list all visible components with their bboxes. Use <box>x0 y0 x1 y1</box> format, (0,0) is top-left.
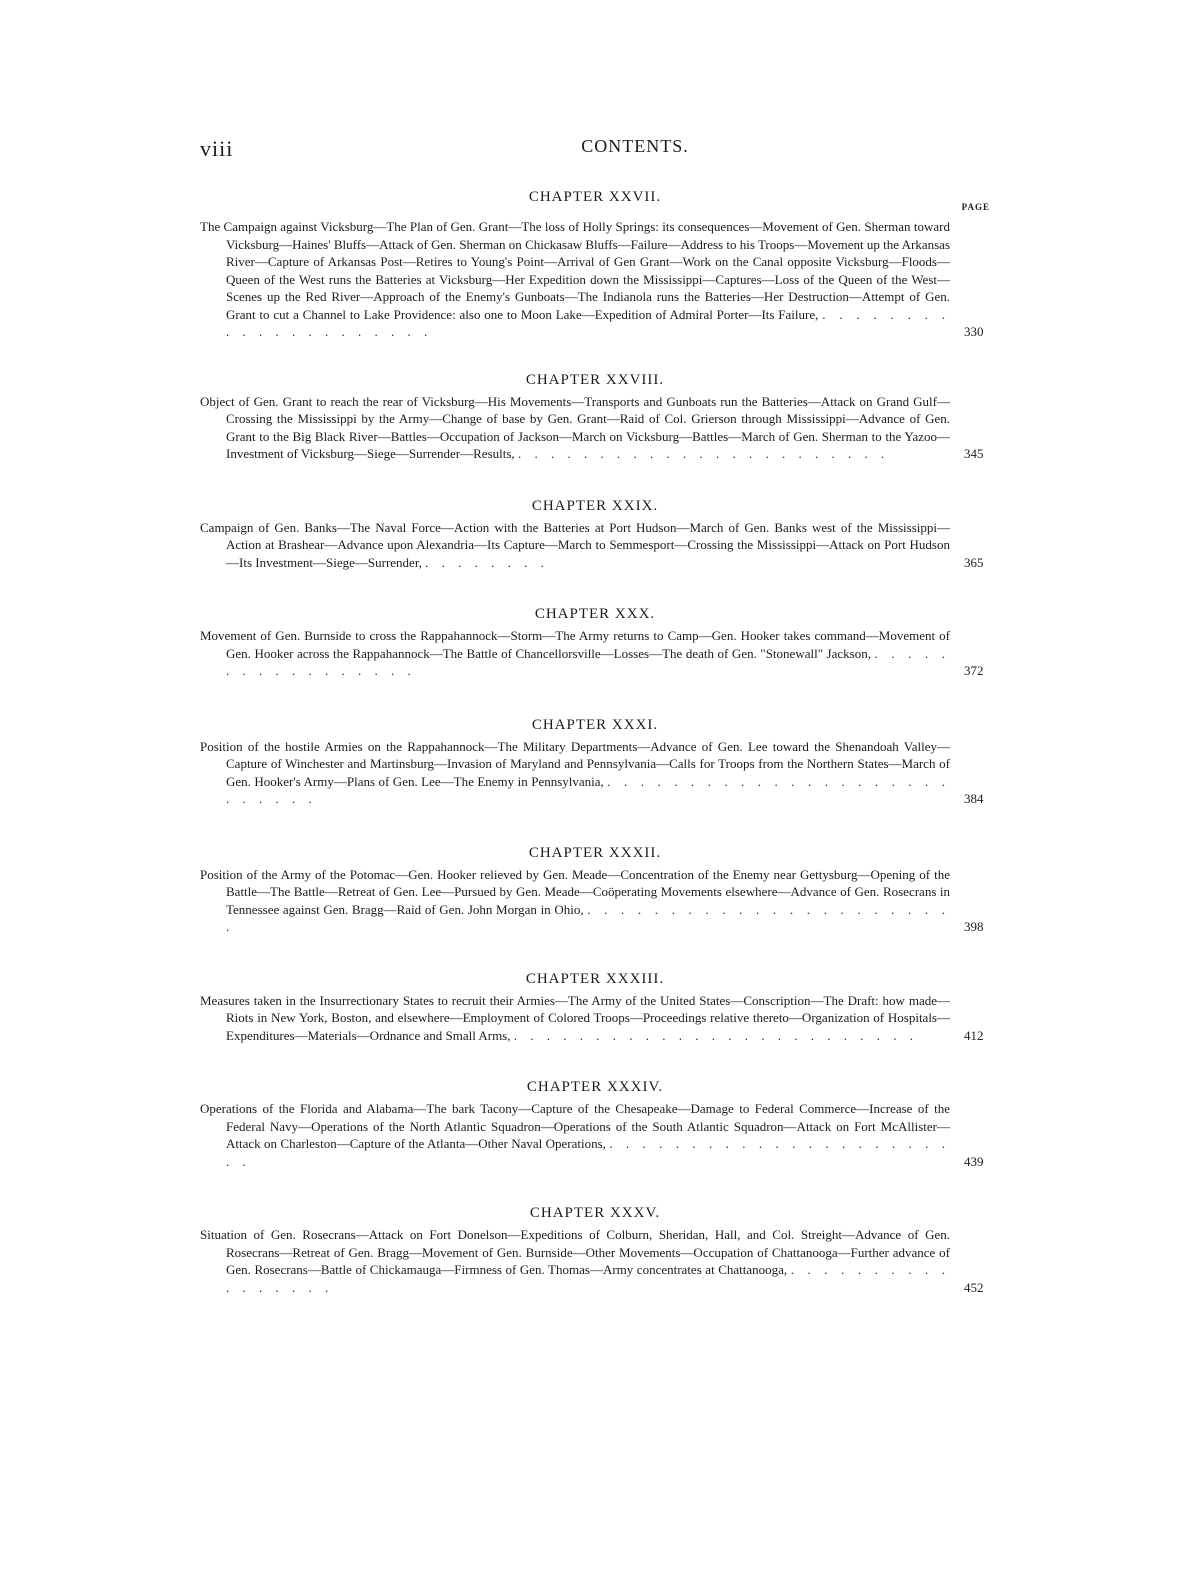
chapter-entry <box>200 1202 990 1296</box>
chapter-title: CHAPTER XXXIV. <box>526 1079 664 1095</box>
chapter-summary: Situation of Gen. Rosecrans—Attack on Fort Donelson—Expeditions of Colburn, Sheridan, Hall, and Col. Streight—Advance of Gen. Rosecrans—Retreat of Gen. Bragg—Movement of Gen. Burnside—Other Movements—Occupation of Chattanooga—Further advance of Gen. Rosecrans—Battle of Chickamauga—Firmness of Gen. Thomas—Army concentrates at Chattanooga, . . . . . . . . . . . . . . . . . 452 <box>200 1227 984 1295</box>
dot-leaders: . . . . . . . . <box>425 554 549 570</box>
chapter-entry <box>200 603 990 680</box>
page-column-label: PAGE <box>961 202 990 212</box>
chapter-summary-text: Movement of Gen. Burnside to cross the Rappahannock—Storm—The Army returns to Camp—Gen. Hooker takes command—Movement of Gen. Hooker across the Rappahannock—The Battle of Chancellorsville—Losses—The death of Gen. "Stonewall" Jackson, <box>200 628 950 661</box>
chapter-entry <box>200 1076 990 1170</box>
chapter-summary-text: Object of Gen. Grant to reach the rear of Vicksburg—His Movements—Transports and Gunboats run the Batteries—Attack on Grand Gulf—Crossing the Mississippi by the Army—Change of base by Gen. Grant—Raid of Col. Grierson through Mississippi—Advance of Gen. Grant to the Big Black River—Battles—Occupation of Jackson—March on Vicksburg—Battles—March of Gen. Sherman to the Yazoo—Investment of Vicksburg—Siege—Surrender—Results, <box>200 393 950 461</box>
chapter-summary: Campaign of Gen. Banks—The Naval Force—Action with the Batteries at Port Hudson—March of Gen. Banks west of the Mississippi—Action at Brashear—Advance upon Alexandria—Its Capture—March to Semmesport—Crossing the Mississippi—Attack on Port Hudson—Its Investment—Siege—Surrender, . . . . . . . . 365 <box>200 519 984 570</box>
chapter-summary-text: Position of the hostile Armies on the Rappahannock—The Military Departments—Advance of Gen. Lee toward the Shenandoah Valley—Capture of Winchester and Martinsburg—Invasion of Maryland and Pennsylvania—Calls for Troops from the Northern States—March of Gen. Hooker's Army—Plans of Gen. Lee—The Enemy in Pennsylvania, <box>200 738 950 789</box>
chapter-title: CHAPTER XXVIII. <box>525 371 665 388</box>
dot-leaders: . . . . . . . . . . . . . . . . . . . . . . . . . . . <box>226 773 951 806</box>
chapter-entry <box>200 714 990 808</box>
chapter-entry <box>200 186 990 341</box>
chapter-summary-text: The Campaign against Vicksburg—The Plan of Gen. Grant—The loss of Holly Springs: its consequences—Movement of Gen. Sherman toward Vicksburg—Haines' Bluffs—Attack of Gen. Sherman on Chickasaw Bluffs—Failure—Address to his Troops—Movement up the Arkansas River—Capture of Arkansas Post—Retires to Young's Point—Arrival of Gen Grant—Work on the Canal opposite Vicksburg—Floods—Queen of the West runs the Batteries at Vicksburg—Her Expedition down the Mississippi—Captures—Loss of the Queen of the West—Scenes up the Red River—Approach of the Enemy's Gunboats—The Indianola runs the Batteries—Her Destruction—Attempt of Gen. Grant to cut a Channel to Lake Providence: also one to Moon Lake—Expedition of Admiral Porter—Its Failure, <box>200 219 950 322</box>
chapter-title: CHAPTER XXVII. <box>528 189 662 205</box>
chapter-summary: Operations of the Florida and Alabama—The bark Tacony—Capture of the Chesapeake—Damage to Federal Commerce—Increase of the Federal Navy—Operations of the North Atlantic Squadron—Operations of the South Atlantic Squadron—Attack on Fort McAllister—Attack on Charleston—Capture of the Atlanta—Other Naval Operations, . . . . . . . . . . . . . . . . . . . . . . . 439 <box>200 1101 984 1169</box>
dot-leaders: . . . . . . . . . . . . . . . . . <box>226 645 951 678</box>
running-head <box>200 136 990 166</box>
chapter-summary-text: Campaign of Gen. Banks—The Naval Force—Action with the Batteries at Port Hudson—March of Gen. Banks west of the Mississippi—Action at Brashear—Advance upon Alexandria—Its Capture—March to Semmesport—Crossing the Mississippi—Attack on Port Hudson—Its Investment—Siege—Surrender, <box>200 519 950 570</box>
chapter-summary-text: Situation of Gen. Rosecrans—Attack on Fort Donelson—Expeditions of Colburn, Sheridan, Hall, and Col. Streight—Advance of Gen. Rosecrans—Retreat of Gen. Bragg—Movement of Gen. Burnside—Other Movements—Occupation of Chattanooga—Further advance of Gen. Rosecrans—Battle of Chickamauga—Firmness of Gen. Thomas—Army concentrates at Chattanooga, <box>200 1227 950 1277</box>
chapter-summary-text: Operations of the Florida and Alabama—The bark Tacony—Capture of the Chesapeake—Damage to Federal Commerce—Increase of the Federal Navy—Operations of the North Atlantic Squadron—Operations of the South Atlantic Squadron—Attack on Fort McAllister—Attack on Charleston—Capture of the Atlanta—Other Naval Operations, <box>200 1101 950 1151</box>
dot-leaders: . . . . . . . . . . . . . . . . . . . . . <box>226 306 951 339</box>
chapter-entry <box>200 842 990 936</box>
dot-leaders: . . . . . . . . . . . . . . . . . . . . . . . <box>226 901 951 934</box>
chapter-title: CHAPTER XXXIII. <box>525 970 665 987</box>
chapter-title: CHAPTER XXX. <box>534 606 656 622</box>
page-number: viii <box>200 136 234 161</box>
dot-leaders: . . . . . . . . . . . . . . . . . <box>226 1262 951 1295</box>
dot-leaders: . . . . . . . . . . . . . . . . . . . . . . . <box>517 446 890 461</box>
chapter-summary: Position of the hostile Armies on the Rappahannock—The Military Departments—Advance of Gen. Lee toward the Shenandoah Valley—Capture of Winchester and Martinsburg—Invasion of Maryland and Pennsylvania—Calls for Troops from the Northern States—March of Gen. Hooker's Army—Plans of Gen. Lee—The Enemy in Pennsylvania, . . . . . . . . . . . . . . . . . . . . . . . . . . . 384 <box>200 738 984 806</box>
chapter-entry <box>200 495 990 572</box>
chapter-summary: Position of the Army of the Potomac—Gen. Hooker relieved by Gen. Meade—Concentration of the Enemy near Gettysburg—Opening of the Battle—The Battle—Retreat of Gen. Lee—Pursued by Gen. Meade—Coöperating Movements elsewhere—Advance of Gen. Rosecrans in Tennessee against Gen. Bragg—Raid of Gen. John Morgan in Ohio, . . . . . . . . . . . . . . . . . . . . . . . 398 <box>200 866 984 934</box>
chapter-summary: Object of Gen. Grant to reach the rear of Vicksburg—His Movements—Transports and Gunboats run the Batteries—Attack on Grand Gulf—Crossing the Mississippi by the Army—Change of base by Gen. Grant—Raid of Col. Grierson through Mississippi—Advance of Gen. Grant to the Big Black River—Battles—Occupation of Jackson—March on Vicksburg—Battles—March of Gen. Sherman to the Yazoo—Investment of Vicksburg—Siege—Surrender—Results, . . . . . . . . . . . . . . . . . . . . . . . 345 <box>200 393 984 461</box>
chapter-summary: Movement of Gen. Burnside to cross the Rappahannock—Storm—The Army returns to Camp—Gen. Hooker takes command—Movement of Gen. Hooker across the Rappahannock—The Battle of Chancellorsville—Losses—The death of Gen. "Stonewall" Jackson, . . . . . . . . . . . . . . . . . 372 <box>200 628 984 678</box>
page-title: CONTENTS. <box>581 136 689 156</box>
chapter-summary: Measures taken in the Insurrectionary States to recruit their Armies—The Army of the United States—Conscription—The Draft: how made—Riots in New York, Boston, and elsewhere—Employment of Colored Troops—Proceedings relative thereto—Organization of Hospitals—Expenditures—Materials—Ordnance and Small Arms, . . . . . . . . . . . . . . . . . . . . . . . . . 412 <box>200 992 984 1043</box>
chapter-summary: The Campaign against Vicksburg—The Plan of Gen. Grant—The loss of Holly Springs: its consequences—Movement of Gen. Sherman toward Vicksburg—Haines' Bluffs—Attack of Gen. Sherman on Chickasaw Bluffs—Failure—Address to his Troops—Movement up the Arkansas River—Capture of Arkansas Post—Retires to Young's Point—Arrival of Gen Grant—Work on the Canal opposite Vicksburg—Floods—Queen of the West runs the Batteries at Vicksburg—Her Expedition down the Mississippi—Captures—Loss of the Queen of the West—Scenes up the Red River—Approach of the Enemy's Gunboats—The Indianola runs the Batteries—Her Destruction—Attempt of Gen. Grant to cut a Channel to Lake Providence: also one to Moon Lake—Expedition of Admiral Porter—Its Failure, . . . . . . . . . . . . . . . . . . . . . 330 <box>200 219 984 339</box>
dot-leaders: . . . . . . . . . . . . . . . . . . . . . . . <box>226 1136 950 1169</box>
chapter-entry <box>200 968 990 1045</box>
chapter-title: CHAPTER XXXV. <box>529 1205 661 1221</box>
chapter-entry <box>200 369 990 463</box>
chapter-list <box>200 186 990 1296</box>
chapter-title: CHAPTER XXIX. <box>531 497 659 514</box>
chapter-summary-text: Position of the Army of the Potomac—Gen. Hooker relieved by Gen. Meade—Concentration of the Enemy near Gettysburg—Opening of the Battle—The Battle—Retreat of Gen. Lee—Pursued by Gen. Meade—Coöperating Movements elsewhere—Advance of Gen. Rosecrans in Tennessee against Gen. Bragg—Raid of Gen. John Morgan in Ohio, <box>200 866 950 917</box>
chapter-title: CHAPTER XXXII. <box>528 844 662 861</box>
chapter-summary-text: Measures taken in the Insurrectionary States to recruit their Armies—The Army of the United States—Conscription—The Draft: how made—Riots in New York, Boston, and elsewhere—Employment of Colored Troops—Proceedings relative thereto—Organization of Hospitals—Expenditures—Materials—Ordnance and Small Arms, <box>200 992 950 1043</box>
chapter-title: CHAPTER XXXI. <box>531 716 659 733</box>
dot-leaders: . . . . . . . . . . . . . . . . . . . . . . . . . <box>513 1027 918 1043</box>
